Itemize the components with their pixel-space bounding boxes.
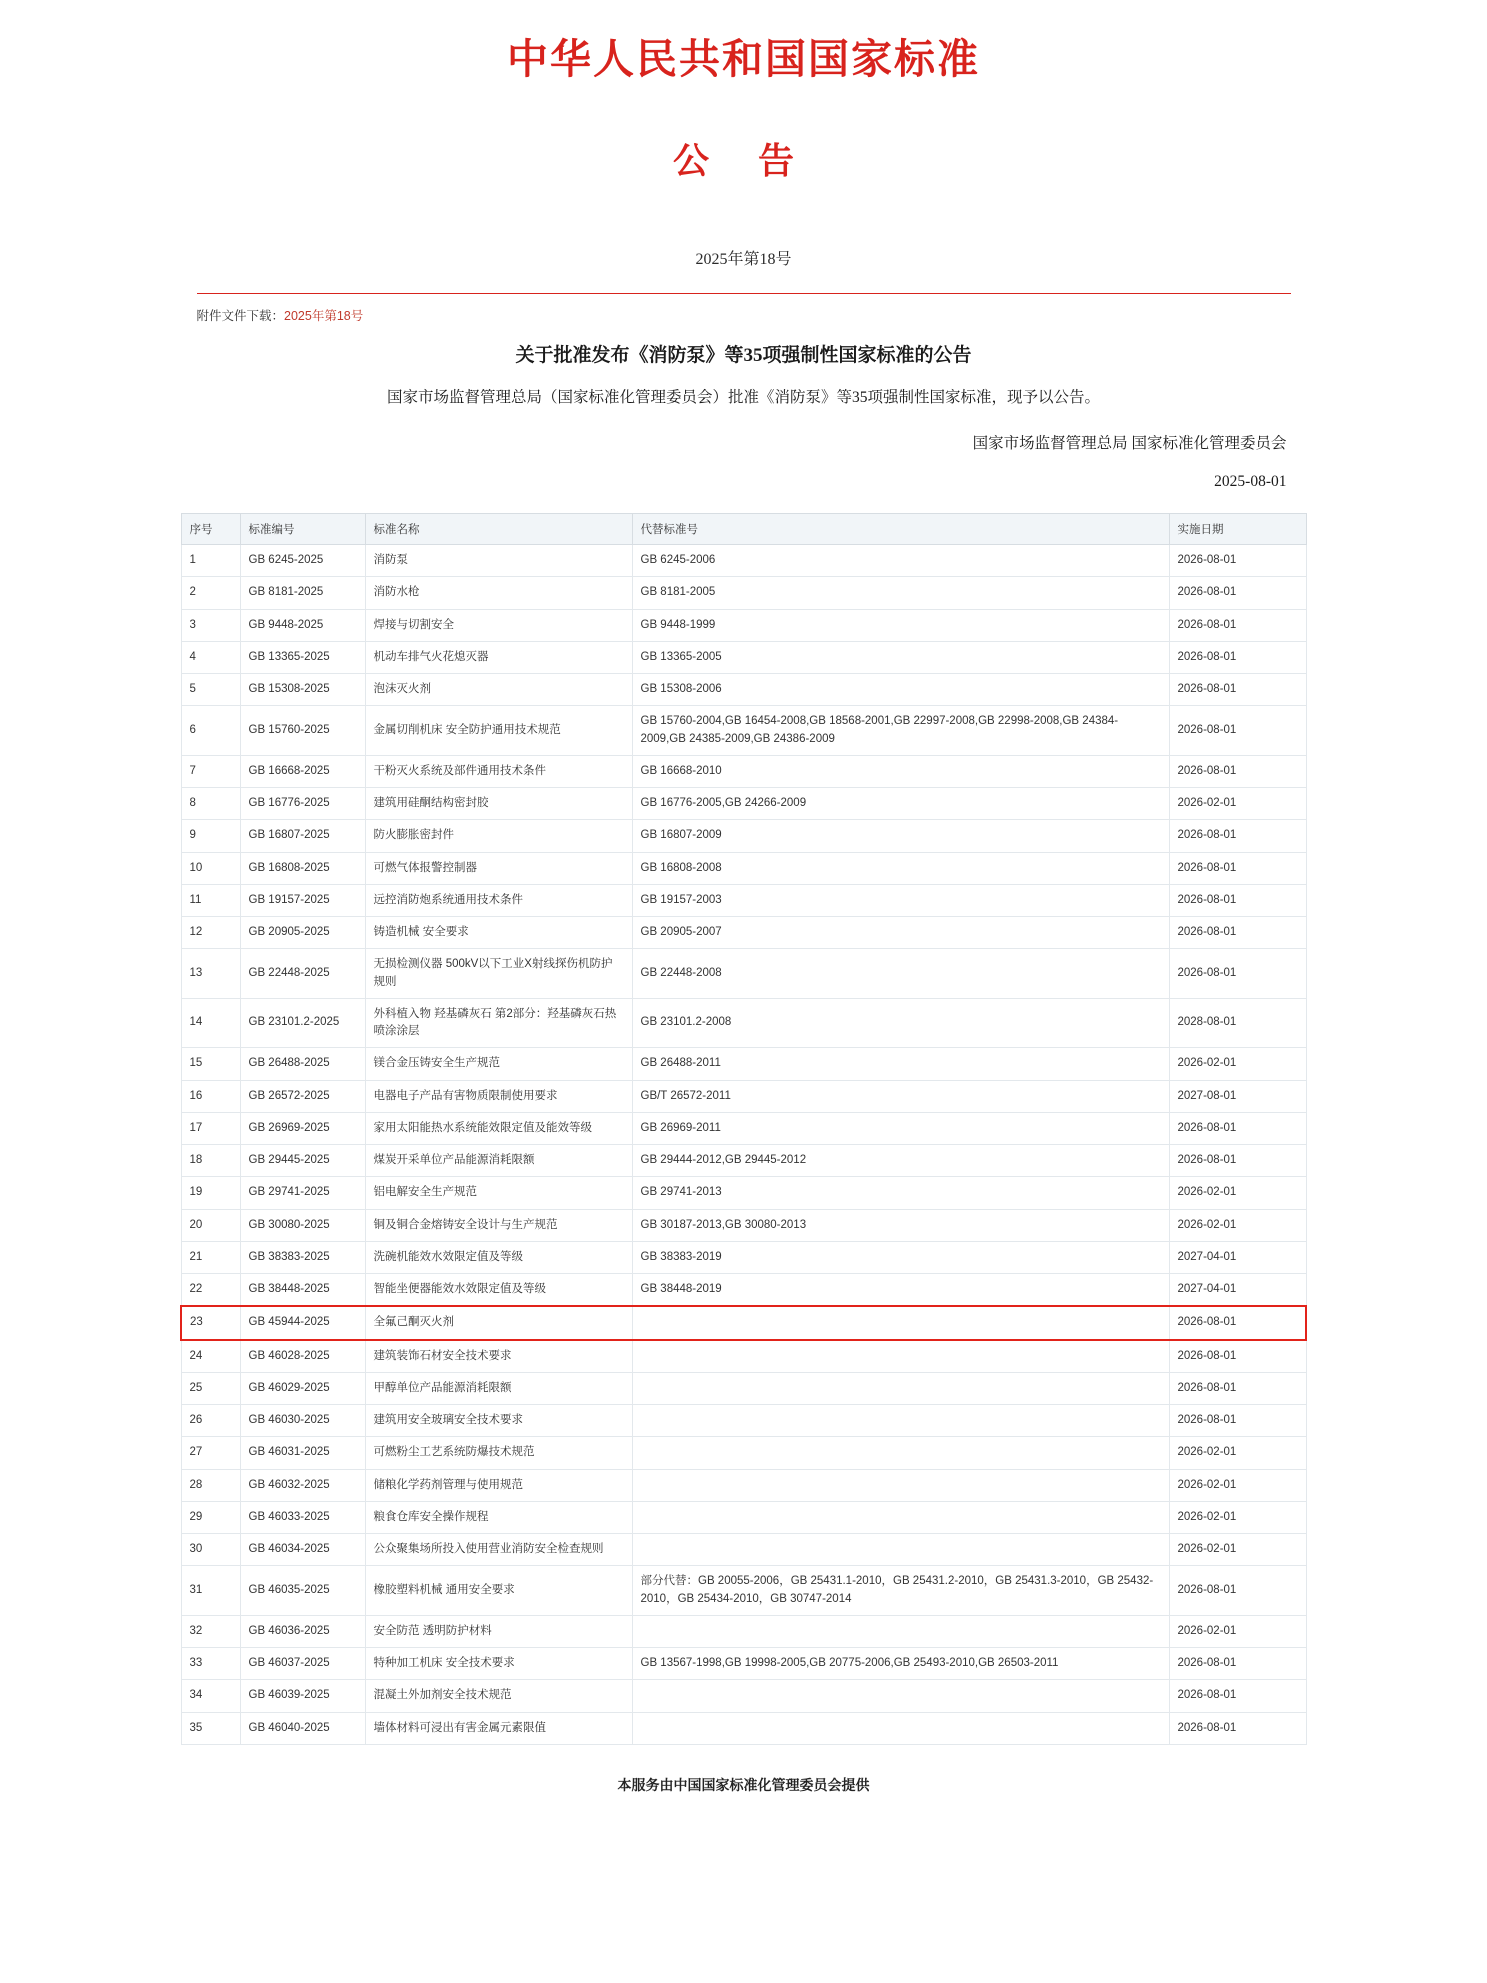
cell-standard-code: GB 6245-2025 (240, 545, 365, 577)
cell-standard-code: GB 30080-2025 (240, 1209, 365, 1241)
cell-effective-date: 2026-08-01 (1169, 1145, 1306, 1177)
cell-replaced-code: GB 20905-2007 (632, 917, 1169, 949)
cell-standard-code: GB 46030-2025 (240, 1405, 365, 1437)
cell-replaced-code (632, 1469, 1169, 1501)
cell-standard-name[interactable]: 可燃粉尘工艺系统防爆技术规范 (365, 1437, 632, 1469)
cell-standard-name[interactable]: 家用太阳能热水系统能效限定值及能效等级 (365, 1112, 632, 1144)
cell-standard-name[interactable]: 安全防范 透明防护材料 (365, 1615, 632, 1647)
cell-effective-date: 2026-08-01 (1169, 609, 1306, 641)
cell-seq: 19 (181, 1177, 240, 1209)
cell-effective-date: 2027-04-01 (1169, 1241, 1306, 1273)
cell-seq: 3 (181, 609, 240, 641)
cell-standard-name[interactable]: 建筑用硅酮结构密封胶 (365, 788, 632, 820)
document-title: 关于批准发布《消防泵》等35项强制性国家标准的公告 (515, 345, 972, 366)
cell-effective-date: 2027-08-01 (1169, 1080, 1306, 1112)
cell-seq: 5 (181, 674, 240, 706)
table-row (181, 706, 1306, 756)
cell-replaced-code: GB 26969-2011 (632, 1112, 1169, 1144)
cell-replaced-code: GB 30187-2013,GB 30080-2013 (632, 1209, 1169, 1241)
cell-standard-name[interactable]: 全氟己酮灭火剂 (365, 1306, 632, 1339)
cell-standard-code: GB 15760-2025 (240, 706, 365, 756)
cell-replaced-code: GB 15760-2004,GB 16454-2008,GB 18568-2001,GB 22997-2008,GB 22998-2008,GB 24384-2009,GB 24385-2009,GB 24386-2009 (632, 706, 1169, 756)
cell-standard-code: GB 46036-2025 (240, 1615, 365, 1647)
table-row (181, 884, 1306, 916)
cell-replaced-code (632, 1501, 1169, 1533)
cell-effective-date: 2026-08-01 (1169, 1405, 1306, 1437)
cell-effective-date: 2026-08-01 (1169, 1340, 1306, 1373)
cell-standard-code: GB 46040-2025 (240, 1712, 365, 1744)
cell-standard-code: GB 22448-2025 (240, 949, 365, 999)
cell-replaced-code: GB 23101.2-2008 (632, 998, 1169, 1048)
cell-standard-name[interactable]: 无损检测仪器 500kV以下工业X射线探伤机防护规则 (365, 949, 632, 999)
table-row (181, 1274, 1306, 1307)
cell-seq: 2 (181, 577, 240, 609)
page-subtitle: 公 告 (672, 141, 814, 181)
cell-replaced-code (632, 1437, 1169, 1469)
cell-replaced-code (632, 1534, 1169, 1566)
document-paragraph: 国家市场监督管理总局（国家标准化管理委员会）批准《消防泵》等35项强制性国家标准，现予以公告。 (386, 389, 1100, 406)
cell-seq: 20 (181, 1209, 240, 1241)
cell-standard-code: GB 19157-2025 (240, 884, 365, 916)
attachment-row (197, 306, 1291, 324)
cell-effective-date: 2026-08-01 (1169, 755, 1306, 787)
table-row (181, 577, 1306, 609)
cell-seq: 7 (181, 755, 240, 787)
column-header-date: 实施日期 (1169, 514, 1306, 545)
cell-standard-code: GB 46034-2025 (240, 1534, 365, 1566)
cell-seq: 26 (181, 1405, 240, 1437)
cell-standard-name[interactable]: 防火膨胀密封件 (365, 820, 632, 852)
cell-standard-name[interactable]: 远控消防炮系统通用技术条件 (365, 884, 632, 916)
table-row (181, 917, 1306, 949)
cell-replaced-code: GB 16776-2005,GB 24266-2009 (632, 788, 1169, 820)
cell-replaced-code: GB 6245-2006 (632, 545, 1169, 577)
cell-seq: 29 (181, 1501, 240, 1533)
cell-seq: 9 (181, 820, 240, 852)
cell-standard-code: GB 29741-2025 (240, 1177, 365, 1209)
cell-replaced-code: GB 22448-2008 (632, 949, 1169, 999)
cell-standard-name[interactable]: 铝电解安全生产规范 (365, 1177, 632, 1209)
table-row (181, 1648, 1306, 1680)
cell-effective-date: 2026-02-01 (1169, 1469, 1306, 1501)
cell-replaced-code: GB 29444-2012,GB 29445-2012 (632, 1145, 1169, 1177)
cell-standard-name[interactable]: 机动车排气火花熄灭器 (365, 641, 632, 673)
cell-replaced-code: GB 19157-2003 (632, 884, 1169, 916)
document-signer: 国家市场监督管理总局 国家标准化管理委员会 (972, 435, 1287, 452)
table-row (181, 1306, 1306, 1339)
cell-standard-code: GB 9448-2025 (240, 609, 365, 641)
cell-seq: 30 (181, 1534, 240, 1566)
cell-replaced-code: GB 26488-2011 (632, 1048, 1169, 1080)
cell-standard-name[interactable]: 金属切削机床 安全防护通用技术规范 (365, 706, 632, 756)
column-header-name: 标准名称 (365, 514, 632, 545)
cell-standard-code: GB 26488-2025 (240, 1048, 365, 1080)
table-row (181, 1145, 1306, 1177)
cell-replaced-code (632, 1615, 1169, 1647)
cell-standard-name[interactable]: 煤炭开采单位产品能源消耗限额 (365, 1145, 632, 1177)
cell-effective-date: 2026-08-01 (1169, 949, 1306, 999)
cell-effective-date: 2026-08-01 (1169, 1648, 1306, 1680)
cell-seq: 34 (181, 1680, 240, 1712)
table-row (181, 1112, 1306, 1144)
cell-standard-code: GB 16807-2025 (240, 820, 365, 852)
table-row (181, 545, 1306, 577)
cell-seq: 35 (181, 1712, 240, 1744)
cell-standard-name[interactable]: 干粉灭火系统及部件通用技术条件 (365, 755, 632, 787)
cell-standard-name[interactable]: 可燃气体报警控制器 (365, 852, 632, 884)
cell-standard-code: GB 46037-2025 (240, 1648, 365, 1680)
cell-standard-code: GB 38383-2025 (240, 1241, 365, 1273)
cell-seq: 23 (181, 1306, 240, 1339)
table-row (181, 949, 1306, 999)
cell-effective-date: 2026-08-01 (1169, 1306, 1306, 1339)
column-header-replaced: 代替标准号 (632, 514, 1169, 545)
table-row (181, 852, 1306, 884)
cell-effective-date: 2026-02-01 (1169, 788, 1306, 820)
cell-replaced-code: GB 15308-2006 (632, 674, 1169, 706)
table-row (181, 609, 1306, 641)
column-header-seq: 序号 (181, 514, 240, 545)
cell-replaced-code: GB 38448-2019 (632, 1274, 1169, 1307)
page-title: 中华人民共和国国家标准 (507, 36, 980, 82)
cell-effective-date: 2026-08-01 (1169, 641, 1306, 673)
table-row (181, 820, 1306, 852)
cell-effective-date: 2026-08-01 (1169, 884, 1306, 916)
table-row (181, 1566, 1306, 1616)
cell-seq: 11 (181, 884, 240, 916)
cell-effective-date: 2026-02-01 (1169, 1615, 1306, 1647)
cell-replaced-code: GB 13567-1998,GB 19998-2005,GB 20775-2006,GB 25493-2010,GB 26503-2011 (632, 1648, 1169, 1680)
cell-standard-name[interactable]: 消防泵 (365, 545, 632, 577)
cell-effective-date: 2026-08-01 (1169, 1680, 1306, 1712)
cell-standard-name[interactable]: 铸造机械 安全要求 (365, 917, 632, 949)
document-date: 2025-08-01 (1214, 473, 1287, 490)
cell-standard-name[interactable]: 储粮化学药剂管理与使用规范 (365, 1469, 632, 1501)
table-row (181, 788, 1306, 820)
cell-seq: 21 (181, 1241, 240, 1273)
cell-replaced-code: GB 38383-2019 (632, 1241, 1169, 1273)
cell-standard-name[interactable]: 消防水枪 (365, 577, 632, 609)
cell-replaced-code: GB 16808-2008 (632, 852, 1169, 884)
cell-replaced-code (632, 1306, 1169, 1339)
cell-standard-code: GB 29445-2025 (240, 1145, 365, 1177)
cell-seq: 27 (181, 1437, 240, 1469)
table-row (181, 998, 1306, 1048)
table-row (181, 1712, 1306, 1744)
cell-effective-date: 2026-08-01 (1169, 852, 1306, 884)
cell-standard-name[interactable]: 混凝土外加剂安全技术规范 (365, 1680, 632, 1712)
cell-seq: 31 (181, 1566, 240, 1616)
column-header-code: 标准编号 (240, 514, 365, 545)
cell-standard-code: GB 46039-2025 (240, 1680, 365, 1712)
cell-seq: 18 (181, 1145, 240, 1177)
cell-replaced-code: GB/T 26572-2011 (632, 1080, 1169, 1112)
cell-seq: 17 (181, 1112, 240, 1144)
cell-seq: 16 (181, 1080, 240, 1112)
table-row (181, 1680, 1306, 1712)
cell-standard-code: GB 16808-2025 (240, 852, 365, 884)
cell-effective-date: 2026-02-01 (1169, 1437, 1306, 1469)
cell-seq: 33 (181, 1648, 240, 1680)
table-row (181, 1209, 1306, 1241)
cell-standard-code: GB 46033-2025 (240, 1501, 365, 1533)
table-row (181, 755, 1306, 787)
table-row (181, 674, 1306, 706)
cell-standard-code: GB 46029-2025 (240, 1372, 365, 1404)
table-row (181, 1534, 1306, 1566)
table-row (181, 1615, 1306, 1647)
cell-effective-date: 2026-08-01 (1169, 1712, 1306, 1744)
table-row (181, 1340, 1306, 1373)
cell-replaced-code (632, 1340, 1169, 1373)
cell-replaced-code: 部分代替：GB 20055-2006，GB 25431.1-2010，GB 25431.2-2010，GB 25431.3-2010，GB 25432-2010，GB 25434-2010，GB 30747-2014 (632, 1566, 1169, 1616)
cell-replaced-code (632, 1372, 1169, 1404)
cell-seq: 10 (181, 852, 240, 884)
divider (197, 293, 1291, 294)
cell-effective-date: 2026-02-01 (1169, 1534, 1306, 1566)
footer-note: 本服务由中国国家标准化管理委员会提供 (617, 1776, 870, 1793)
cell-standard-name[interactable]: 墙体材料可浸出有害金属元素限值 (365, 1712, 632, 1744)
cell-standard-code: GB 13365-2025 (240, 641, 365, 673)
cell-seq: 15 (181, 1048, 240, 1080)
cell-standard-name[interactable]: 外科植入物 羟基磷灰石 第2部分：羟基磷灰石热喷涂涂层 (365, 998, 632, 1048)
cell-replaced-code: GB 13365-2005 (632, 641, 1169, 673)
cell-standard-name[interactable]: 公众聚集场所投入使用营业消防安全检查规则 (365, 1534, 632, 1566)
table-row (181, 1469, 1306, 1501)
standards-table (180, 513, 1307, 1745)
cell-seq: 22 (181, 1274, 240, 1307)
cell-replaced-code (632, 1680, 1169, 1712)
cell-standard-name[interactable]: 橡胶塑料机械 通用安全要求 (365, 1566, 632, 1616)
cell-standard-code: GB 16776-2025 (240, 788, 365, 820)
cell-replaced-code: GB 9448-1999 (632, 609, 1169, 641)
cell-standard-name[interactable]: 智能坐便器能效水效限定值及等级 (365, 1274, 632, 1307)
cell-standard-code: GB 46031-2025 (240, 1437, 365, 1469)
cell-standard-code: GB 46035-2025 (240, 1566, 365, 1616)
cell-effective-date: 2028-08-01 (1169, 998, 1306, 1048)
cell-replaced-code: GB 29741-2013 (632, 1177, 1169, 1209)
table-row (181, 1048, 1306, 1080)
cell-effective-date: 2026-02-01 (1169, 1501, 1306, 1533)
table-row (181, 1437, 1306, 1469)
attachment-download-link[interactable]: 2025年第18号 (284, 309, 364, 323)
cell-replaced-code: GB 16807-2009 (632, 820, 1169, 852)
cell-effective-date: 2026-08-01 (1169, 1112, 1306, 1144)
cell-standard-code: GB 45944-2025 (240, 1306, 365, 1339)
table-header-row (181, 514, 1306, 545)
cell-effective-date: 2026-08-01 (1169, 820, 1306, 852)
cell-effective-date: 2026-08-01 (1169, 674, 1306, 706)
cell-effective-date: 2026-08-01 (1169, 917, 1306, 949)
cell-standard-name[interactable]: 粮食仓库安全操作规程 (365, 1501, 632, 1533)
cell-standard-code: GB 46028-2025 (240, 1340, 365, 1373)
cell-seq: 1 (181, 545, 240, 577)
table-row (181, 1177, 1306, 1209)
table-row (181, 1080, 1306, 1112)
table-row (181, 1241, 1306, 1273)
cell-seq: 28 (181, 1469, 240, 1501)
issue-number: 2025年第18号 (695, 251, 792, 268)
table-row (181, 641, 1306, 673)
cell-standard-code: GB 38448-2025 (240, 1274, 365, 1307)
cell-seq: 4 (181, 641, 240, 673)
cell-effective-date: 2026-08-01 (1169, 706, 1306, 756)
cell-replaced-code (632, 1712, 1169, 1744)
cell-standard-code: GB 46032-2025 (240, 1469, 365, 1501)
cell-standard-name[interactable]: 铜及铜合金熔铸安全设计与生产规范 (365, 1209, 632, 1241)
cell-seq: 25 (181, 1372, 240, 1404)
cell-effective-date: 2026-02-01 (1169, 1177, 1306, 1209)
cell-standard-name[interactable]: 特种加工机床 安全技术要求 (365, 1648, 632, 1680)
cell-standard-name[interactable]: 焊接与切割安全 (365, 609, 632, 641)
cell-standard-code: GB 8181-2025 (240, 577, 365, 609)
cell-standard-code: GB 23101.2-2025 (240, 998, 365, 1048)
cell-replaced-code: GB 8181-2005 (632, 577, 1169, 609)
cell-standard-name[interactable]: 甲醇单位产品能源消耗限额 (365, 1372, 632, 1404)
table-row (181, 1501, 1306, 1533)
cell-effective-date: 2026-08-01 (1169, 545, 1306, 577)
cell-seq: 13 (181, 949, 240, 999)
cell-standard-name[interactable]: 建筑用安全玻璃安全技术要求 (365, 1405, 632, 1437)
cell-seq: 12 (181, 917, 240, 949)
cell-standard-name[interactable]: 洗碗机能效水效限定值及等级 (365, 1241, 632, 1273)
cell-replaced-code: GB 16668-2010 (632, 755, 1169, 787)
table-body (181, 545, 1306, 1745)
cell-standard-name[interactable]: 镁合金压铸安全生产规范 (365, 1048, 632, 1080)
cell-effective-date: 2026-02-01 (1169, 1209, 1306, 1241)
cell-seq: 6 (181, 706, 240, 756)
cell-seq: 14 (181, 998, 240, 1048)
cell-replaced-code (632, 1405, 1169, 1437)
cell-standard-name[interactable]: 电器电子产品有害物质限制使用要求 (365, 1080, 632, 1112)
table-row (181, 1372, 1306, 1404)
cell-effective-date: 2026-08-01 (1169, 577, 1306, 609)
cell-standard-code: GB 26969-2025 (240, 1112, 365, 1144)
cell-effective-date: 2026-08-01 (1169, 1566, 1306, 1616)
table-row (181, 1405, 1306, 1437)
cell-seq: 24 (181, 1340, 240, 1373)
cell-standard-code: GB 26572-2025 (240, 1080, 365, 1112)
attachment-label: 附件文件下载： (196, 309, 285, 323)
cell-effective-date: 2027-04-01 (1169, 1274, 1306, 1307)
cell-seq: 32 (181, 1615, 240, 1647)
cell-effective-date: 2026-02-01 (1169, 1048, 1306, 1080)
cell-standard-code: GB 15308-2025 (240, 674, 365, 706)
cell-standard-code: GB 20905-2025 (240, 917, 365, 949)
cell-standard-name[interactable]: 建筑装饰石材安全技术要求 (365, 1340, 632, 1373)
cell-standard-code: GB 16668-2025 (240, 755, 365, 787)
cell-standard-name[interactable]: 泡沫灭火剂 (365, 674, 632, 706)
cell-seq: 8 (181, 788, 240, 820)
cell-effective-date: 2026-08-01 (1169, 1372, 1306, 1404)
